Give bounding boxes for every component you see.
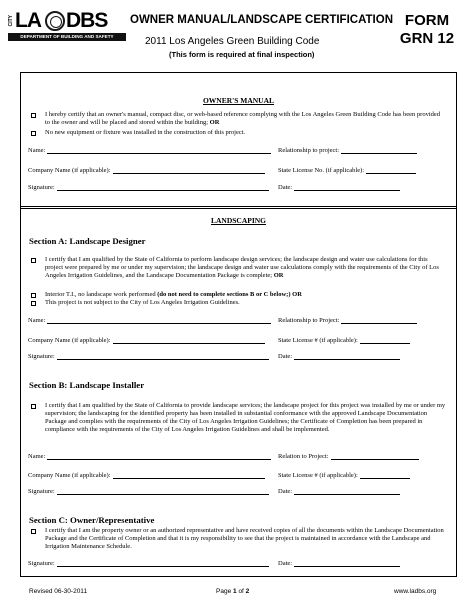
owners-manual-option-1[interactable] xyxy=(31,111,446,127)
footer-revised: Revised 06-30-2011 xyxy=(29,588,88,595)
page-prefix: Page xyxy=(216,588,232,595)
checkbox-icon[interactable] xyxy=(31,293,36,298)
section-a-date-field[interactable] xyxy=(278,353,400,360)
checkbox-icon[interactable] xyxy=(31,258,36,263)
option-bold-text: (do not need to complete sections B or C below;) xyxy=(157,291,291,298)
section-b-name-field[interactable] xyxy=(28,453,271,460)
field-label: State License # (if applicable): xyxy=(278,337,358,344)
page-of: of xyxy=(238,588,244,595)
signature-input-line[interactable] xyxy=(57,488,269,495)
option-text: I certify that I am qualified by the State of California to provide landscape services; the landscape project for this project was installed by me or under my supervision; the landscaping for the identified property has been installed in substantial conformance with the approved Landscape Documentation Package and complies with the requirements of the City of Los Angeles Irrigation Guidelines; the Certificate of Completion has been prepared in compliance with the requirements of the City of Los Angeles Irrigation Guidelines and shall be implemented. xyxy=(45,402,446,433)
or-text: OR xyxy=(273,272,284,279)
field-label: Company Name (if applicable): xyxy=(28,472,111,479)
field-label: Date: xyxy=(278,184,293,191)
section-c-date-field[interactable] xyxy=(278,560,400,567)
section-b-company-field[interactable] xyxy=(28,472,265,479)
license-input-line[interactable] xyxy=(360,472,410,479)
section-a-name-field[interactable] xyxy=(28,317,271,324)
or-text: OR xyxy=(292,291,302,298)
section-b-title: Section B: Landscape Installer xyxy=(29,380,145,390)
field-label: Relationship to project: xyxy=(278,147,340,154)
form-code: GRN 12 xyxy=(399,30,455,47)
company-input-line[interactable] xyxy=(113,472,265,479)
field-label: Date: xyxy=(278,353,293,360)
section-b-relation-field[interactable] xyxy=(278,453,419,460)
section-a-signature-field[interactable] xyxy=(28,353,269,360)
company-input-line[interactable] xyxy=(113,167,265,174)
field-label: Name: xyxy=(28,317,46,324)
option-text: This project is not subject to the City of Los Angeles Irrigation Guidelines. xyxy=(45,299,240,306)
signature-input-line[interactable] xyxy=(57,184,269,191)
form-number xyxy=(396,12,458,48)
owners-manual-name-field[interactable] xyxy=(28,147,271,154)
name-input-line[interactable] xyxy=(47,317,271,324)
signature-input-line[interactable] xyxy=(57,560,269,567)
field-label: Signature: xyxy=(28,353,55,360)
relationship-input-line[interactable] xyxy=(341,317,417,324)
date-input-line[interactable] xyxy=(294,353,400,360)
section-a-option-2[interactable] xyxy=(31,291,446,299)
date-input-line[interactable] xyxy=(294,488,400,495)
form-label: FORM xyxy=(404,12,450,29)
section-b-date-field[interactable] xyxy=(278,488,400,495)
section-a-relationship-field[interactable] xyxy=(278,317,417,324)
owners-manual-date-field[interactable] xyxy=(278,184,400,191)
page-current: 1 xyxy=(233,588,237,595)
landscaping-heading: LANDSCAPING xyxy=(210,216,266,225)
city-seal-icon xyxy=(45,11,65,31)
date-input-line[interactable] xyxy=(294,560,400,567)
ladbs-logo xyxy=(8,9,123,51)
form-body xyxy=(20,72,457,577)
option-text: I hereby certify that an owner's manual, compact disc, or web-based reference complying with the Los Angeles Green Building Code has been provided to the owner and will be placed and stored within the building; xyxy=(45,111,441,126)
option-text: I certify that I am the property owner or an authorized representative and have received copies of all the documents within the Landscape Documentation Package and the Certificate of Completion and that it is my responsibility to see that the project is maintained in accordance with the Landscape and Irrigation Maintenance Schedule. xyxy=(45,527,444,550)
field-label: State License # (if applicable): xyxy=(278,472,358,479)
checkbox-icon[interactable] xyxy=(31,529,36,534)
relationship-input-line[interactable] xyxy=(341,147,417,154)
field-label: Date: xyxy=(278,488,293,495)
footer-website[interactable]: www.ladbs.org xyxy=(394,588,437,595)
field-label: Name: xyxy=(28,453,46,460)
logo-la-text: LA xyxy=(15,9,41,32)
field-label: Name: xyxy=(28,147,46,154)
page-total: 2 xyxy=(245,588,250,595)
license-input-line[interactable] xyxy=(366,167,416,174)
owners-manual-option-2[interactable] xyxy=(31,129,446,137)
section-c-option-1[interactable] xyxy=(31,527,446,551)
section-a-license-field[interactable] xyxy=(278,337,410,344)
logo-city-text: CITY xyxy=(8,15,14,27)
field-label: Date: xyxy=(278,560,293,567)
date-input-line[interactable] xyxy=(294,184,400,191)
section-c-title: Section C: Owner/Representative xyxy=(29,515,155,525)
section-b-signature-field[interactable] xyxy=(28,488,269,495)
owners-manual-heading: OWNER'S MANUAL xyxy=(202,96,275,105)
logo-dbs-text: DBS xyxy=(66,9,108,32)
field-label: Signature: xyxy=(28,184,55,191)
section-a-option-3[interactable] xyxy=(31,299,446,307)
section-b-license-field[interactable] xyxy=(278,472,410,479)
owners-manual-license-field[interactable] xyxy=(278,167,416,174)
field-label: State License No. (if applicable): xyxy=(278,167,365,174)
form-subtitle: 2011 Los Angeles Green Building Code xyxy=(145,36,320,47)
or-text: OR xyxy=(209,119,220,126)
company-input-line[interactable] xyxy=(113,337,265,344)
name-input-line[interactable] xyxy=(47,147,271,154)
section-c-signature-field[interactable] xyxy=(28,560,269,567)
footer-page-number xyxy=(216,588,249,595)
checkbox-icon[interactable] xyxy=(31,113,36,118)
checkbox-icon[interactable] xyxy=(31,404,36,409)
name-input-line[interactable] xyxy=(47,453,271,460)
field-label: Signature: xyxy=(28,488,55,495)
field-label: Relation to Project: xyxy=(278,453,329,460)
owners-manual-relationship-field[interactable] xyxy=(278,147,417,154)
section-b-option-1[interactable] xyxy=(31,402,446,434)
owners-manual-signature-field[interactable] xyxy=(28,184,269,191)
field-label: Relationship to Project: xyxy=(278,317,340,324)
section-divider xyxy=(21,206,456,209)
relation-input-line[interactable] xyxy=(331,453,419,460)
license-input-line[interactable] xyxy=(360,337,410,344)
option-text: No new equipment or fixture was installed in the construction of this project. xyxy=(45,129,246,136)
form-title: OWNER MANUAL/LANDSCAPE CERTIFICATION xyxy=(130,14,393,26)
signature-input-line[interactable] xyxy=(57,353,269,360)
option-text: Interior T.I., no landscape work performed xyxy=(45,291,156,298)
checkbox-icon[interactable] xyxy=(31,131,36,136)
field-label: Company Name (if applicable): xyxy=(28,167,111,174)
section-a-option-1[interactable] xyxy=(31,256,446,280)
option-text: I certify that I am qualified by the State of California to perform landscape design services; the landscape design and water use calculations for this project were prepared by me or under my supervision; the landscape design and water use calculations comply with the requirements of the City of Los Angeles Irrigation Guidelines, and the Landscape Documentation Package is complete; xyxy=(45,256,439,279)
owners-manual-company-field[interactable] xyxy=(28,167,265,174)
logo-department-banner: DEPARTMENT OF BUILDING AND SAFETY xyxy=(8,33,126,41)
section-a-title: Section A: Landscape Designer xyxy=(29,236,146,246)
field-label: Company Name (if applicable): xyxy=(28,337,111,344)
checkbox-icon[interactable] xyxy=(31,301,36,306)
section-a-company-field[interactable] xyxy=(28,337,265,344)
form-requirement-note: (This form is required at final inspection) xyxy=(169,50,315,59)
field-label: Signature: xyxy=(28,560,55,567)
